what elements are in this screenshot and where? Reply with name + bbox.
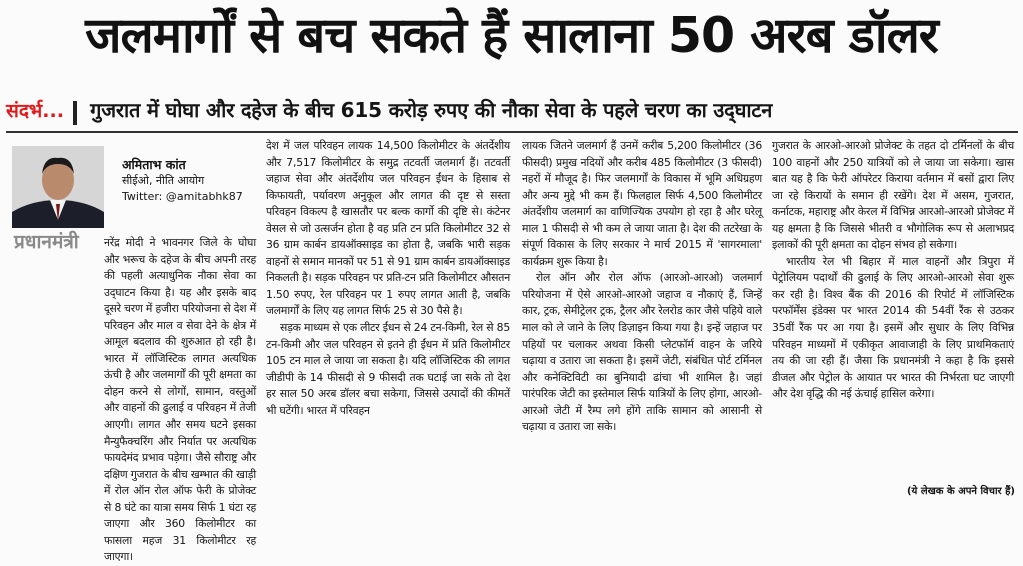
lead-paragraph: नरेंद्र मोदी ने भावनगर जिले के घोघा और भरूच के दहेज के बीच अपनी तरह की पहली अत्याधुनिक नौका सेवा का उद्‌घाटन किया है। यह और इसके बाद दूसरे चरण में हजीरा परियोजना से देश में परिवहन और माल व सेवा देने के क्षेत्र में आमूल बदलाव की शुरुआत हो रही है। भारत में लॉजिस्टिक लागत अत्यधिक ऊंची है और जलमार्गों की पूरी क्षमता का दोहन करने से लोगों, सामान, वस्तुओं और वाहनों की ढुलाई व परिवहन में तेजी आएगी। लागत और समय घटने इसका मैन्युफैक्चरिंग और निर्यात पर अत्यधिक फायदेमंद प्रभाव पड़ेगा। जैसे सौराष्ट्र और दक्षिण गुजरात के बीच खम्भात की खाड़ी में रोल ऑन रोल ऑफ फेरी के प्रोजेक्ट से 8 घंटे का यात्रा समय सिर्फ 1 घंटा रह जाएगा और 360 किलोमीटर का फासला महज 31 किलोमीटर रह जाएगा। [104, 236, 256, 564]
deck-text: गुजरात में घोघा और दहेज के बीच 615 करोड़ रुपए की नौका सेवा के पहले चरण का उद्‌घाटन [90, 98, 773, 122]
article-column-1 [12, 235, 256, 564]
article-column-2 [266, 138, 510, 496]
paragraph: देश में जल परिवहन लायक 14,500 किलोमीटर के अंतर्देशीय और 7,517 किलोमीटर के समुद्र तटवर्ती जलमार्ग हैं। तटवर्ती जहाज सेवा और अंतर्देशीय जल परिवहन ईंधन के हिसाब से किफायती, पर्यावरण अनुकूल और लागत की दृष्ट से सस्ता परिवहन विकल्प है खासतौर पर बल्क कार्गो की दृष्टि से। कंटेनर वेसल से जो उत्सर्जन होता है वह प्रति टन प्रति किलोमीटर 32 से 36 ग्राम कार्बन डायऑक्साइड का होता है, जबकि भारी सड़क वाहनों से समान मानकों पर 51 से 91 ग्राम कार्बन डायऑक्साइड निकलती है। सड़क परिवहन पर प्रति-टन प्रति किलोमीटर औसतन 1.50 रुपए, रेल परिवहन पर 1 रुपए लागत आती है, जबकि जलमार्गों के लिए यह लागत सिर्फ 25 से 30 पैसे है। [266, 139, 510, 318]
deck-divider [73, 101, 77, 125]
article-column-4 [772, 138, 1014, 483]
context-label: संदर्भ... [6, 100, 64, 122]
author-photo [12, 146, 104, 228]
section-tag: प्रधानमंत्री [14, 231, 79, 253]
author-role: सीईओ, नीति आयोग [122, 174, 205, 187]
article-column-3 [522, 138, 762, 496]
paragraph [12, 235, 256, 566]
paragraph: गुजरात के आरओ-आरओ प्रोजेक्ट के तहत दो टर्मिनलों के बीच 100 वाहनों और 250 यात्रियों को ले जाया जा सकेगा। खास बात यह है कि फेरी ऑपरेटर किराया वर्तमान में बसों द्वारा लिए जा रहे किरायों के समान ही रखेंगे। देश में असम, गुजरात, कर्नाटक, महाराष्ट्र और केरल में विभिन्न आरओ-आरओ प्रोजेक्ट में यह क्षमता है कि जिससे भीतरी व भौगोलिक रूप से अलाभप्रद इलाकों की पूरी क्षमता का दोहन संभव हो सकेगा। [772, 139, 1014, 252]
footnote: (ये लेखक के अपने विचार हैं) [906, 486, 1015, 497]
paragraph: रोल ऑन और रोल ऑफ (आरओ-आरओ) जलमार्ग परियोजना में ऐसे आरओ-आरओ जहाज व नौकाएं हैं, जिन्हें कार, ट्रक, सेमीट्रेलर ट्रक, ट्रैलर और रेलरोड कार जैसे पहिये वाले माल को ले जाने के लिए डिज़ाइन किया गया है। इन्हें जहाज पर पहियों पर चलाकर अथवा किसी प्लेटफॉर्म वाहन के जरिये चढ़ाया व उतारा जा सकता है। इसमें जेटी, संबंधित पोर्ट टर्मिनल और कनेक्टिविटी का बुनियादी ढांचा भी शामिल है। जहां पारंपरिक जेटी का इस्तेमाल सिर्फ यात्रियों के लिए होगा, आरओ-आरओ जेटी में रैम्प लगे होंगे ताकि सामान को आसानी से चढ़ाया व उतारा जा सके। [522, 271, 762, 434]
author-twitter: Twitter: @amitabhk87 [122, 190, 243, 203]
deck-line [6, 92, 1018, 128]
paragraph: सड़क माध्यम से एक लीटर ईंधन से 24 टन-किमी, रेल से 85 टन-किमी और जल परिवहन से इतने ही ईंधन में प्रति किलोमीटर 105 टन माल ले जाया जा सकता है। यदि लॉजिस्टिक की लागत जीडीपी के 14 फीसदी से 9 फीसदी तक घटाई जा सके तो देश हर साल 50 अरब डॉलर बचा सकेगा, जिससे उत्पादों की कीमतें भी घटेंगी। भारत में परिवहन [266, 321, 510, 417]
paragraph: भारतीय रेल भी बिहार में माल वाहनों और त्रिपुरा में पेट्रोलियम पदार्थों की ढुलाई के लिए आरओ-आरओ सेवा शुरू कर रही है। विश्व बैंक की 2016 की रिपोर्ट में लॉजिस्टिक परफॉर्मेंस इंडेक्स पर भारत 2014 की 54वीं रैंक से उठकर 35वीं रैंक पर आ गया है। इसमें और सुधार के लिए विभिन्न परिवहन माध्यमों में एकीकृत आवाजाही के लिए प्राथमिकताएं तय की जा रही हैं। जैसा कि प्रधानमंत्री ने कहा है कि इससे डीजल और पेट्रोल के आयात पर भारत की निर्भरता घट जाएगी और देश वृद्धि की नई ऊंचाई हासिल करेगा। [772, 254, 1014, 401]
author-block [122, 157, 243, 205]
header-rule [6, 131, 1018, 133]
headline: जलमार्गों से बच सकते हैं सालाना 50 अरब डॉलर [85, 7, 938, 64]
paragraph: लायक जितने जलमार्ग हैं उनमें करीब 5,200 किलोमीटर (36 फीसदी) प्रमुख नदियों और करीब 485 किलोमीटर (3 फीसदी) नहरों में मौजूद है। फिर जलमार्गों के विकास में भूमि अधिग्रहण और अन्य मुद्दे भी कम हैं। फिलहाल सिर्फ 4,500 किलोमीटर अंतर्देशीय जलमार्ग का वाणिज्यिक उपयोग हो रहा है और घरेलू माल 1 फीसदी से भी कम ले जाया जाता है। देश की तटरेखा के संपूर्ण विकास के लिए सरकार ने मार्च 2015 में 'सागरमाला' कार्यक्रम शुरू किया है। [522, 139, 762, 268]
author-name: अमिताभ कांत [122, 157, 186, 172]
